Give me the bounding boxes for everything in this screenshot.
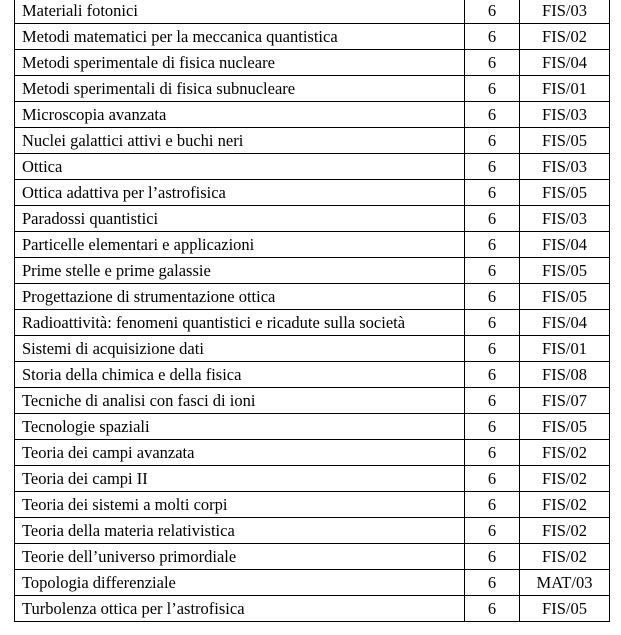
course-name-cell: Teoria dei campi avanzata — [15, 440, 465, 466]
course-name-cell: Microscopia avanzata — [15, 102, 465, 128]
credits-cell: 6 — [465, 180, 520, 206]
ssd-code-cell: FIS/02 — [520, 492, 610, 518]
table-row — [15, 362, 610, 388]
credits-cell: 6 — [465, 232, 520, 258]
course-name-cell: Teorie dell’universo primordiale — [15, 544, 465, 570]
credits-cell: 6 — [465, 570, 520, 596]
ssd-code-cell: FIS/05 — [520, 128, 610, 154]
course-table-body — [15, 0, 610, 622]
ssd-code-cell: FIS/05 — [520, 284, 610, 310]
course-name-cell: Particelle elementari e applicazioni — [15, 232, 465, 258]
credits-cell: 6 — [465, 544, 520, 570]
credits-cell: 6 — [465, 24, 520, 50]
credits-cell: 6 — [465, 102, 520, 128]
credits-cell: 6 — [465, 128, 520, 154]
course-name-cell: Tecnologie spaziali — [15, 414, 465, 440]
course-name-cell: Teoria della materia relativistica — [15, 518, 465, 544]
table-row — [15, 466, 610, 492]
table-row — [15, 284, 610, 310]
table-row — [15, 180, 610, 206]
course-name-cell: Materiali fotonici — [15, 0, 465, 24]
course-name-cell: Paradossi quantistici — [15, 206, 465, 232]
table-row — [15, 102, 610, 128]
credits-cell: 6 — [465, 50, 520, 76]
course-name-cell: Progettazione di strumentazione ottica — [15, 284, 465, 310]
credits-cell: 6 — [465, 466, 520, 492]
credits-cell: 6 — [465, 596, 520, 622]
credits-cell: 6 — [465, 362, 520, 388]
ssd-code-cell: FIS/05 — [520, 414, 610, 440]
course-name-cell: Metodi sperimentale di fisica nucleare — [15, 50, 465, 76]
ssd-code-cell: FIS/03 — [520, 206, 610, 232]
course-name-cell: Nuclei galattici attivi e buchi neri — [15, 128, 465, 154]
credits-cell: 6 — [465, 336, 520, 362]
credits-cell: 6 — [465, 0, 520, 24]
table-row — [15, 570, 610, 596]
credits-cell: 6 — [465, 492, 520, 518]
credits-cell: 6 — [465, 258, 520, 284]
credits-cell: 6 — [465, 440, 520, 466]
credits-cell: 6 — [465, 154, 520, 180]
course-name-cell: Turbolenza ottica per l’astrofisica — [15, 596, 465, 622]
ssd-code-cell: FIS/02 — [520, 440, 610, 466]
credits-cell: 6 — [465, 284, 520, 310]
ssd-code-cell: FIS/02 — [520, 544, 610, 570]
course-name-cell: Radioattività: fenomeni quantistici e ricadute sulla società — [15, 310, 465, 336]
ssd-code-cell: FIS/05 — [520, 180, 610, 206]
table-row — [15, 414, 610, 440]
course-name-cell: Ottica adattiva per l’astrofisica — [15, 180, 465, 206]
course-name-cell: Metodi sperimentali di fisica subnucleare — [15, 76, 465, 102]
credits-cell: 6 — [465, 518, 520, 544]
table-row — [15, 206, 610, 232]
ssd-code-cell: FIS/08 — [520, 362, 610, 388]
ssd-code-cell: FIS/03 — [520, 0, 610, 24]
table-row — [15, 24, 610, 50]
ssd-code-cell: FIS/01 — [520, 336, 610, 362]
ssd-code-cell: FIS/04 — [520, 310, 610, 336]
table-row — [15, 440, 610, 466]
course-name-cell: Teoria dei campi II — [15, 466, 465, 492]
credits-cell: 6 — [465, 206, 520, 232]
ssd-code-cell: MAT/03 — [520, 570, 610, 596]
course-name-cell: Topologia differenziale — [15, 570, 465, 596]
table-row — [15, 544, 610, 570]
ssd-code-cell: FIS/05 — [520, 258, 610, 284]
ssd-code-cell: FIS/04 — [520, 50, 610, 76]
ssd-code-cell: FIS/05 — [520, 596, 610, 622]
course-name-cell: Tecniche di analisi con fasci di ioni — [15, 388, 465, 414]
table-row — [15, 258, 610, 284]
table-row — [15, 128, 610, 154]
course-name-cell: Storia della chimica e della fisica — [15, 362, 465, 388]
ssd-code-cell: FIS/02 — [520, 466, 610, 492]
table-row — [15, 154, 610, 180]
course-name-cell: Sistemi di acquisizione dati — [15, 336, 465, 362]
table-row — [15, 492, 610, 518]
table-row — [15, 388, 610, 414]
table-row — [15, 232, 610, 258]
table-row — [15, 50, 610, 76]
course-name-cell: Teoria dei sistemi a molti corpi — [15, 492, 465, 518]
ssd-code-cell: FIS/02 — [520, 518, 610, 544]
credits-cell: 6 — [465, 388, 520, 414]
table-row — [15, 76, 610, 102]
table-row — [15, 596, 610, 622]
course-name-cell: Prime stelle e prime galassie — [15, 258, 465, 284]
table-row — [15, 336, 610, 362]
credits-cell: 6 — [465, 310, 520, 336]
course-name-cell: Metodi matematici per la meccanica quantistica — [15, 24, 465, 50]
credits-cell: 6 — [465, 76, 520, 102]
ssd-code-cell: FIS/03 — [520, 154, 610, 180]
ssd-code-cell: FIS/01 — [520, 76, 610, 102]
ssd-code-cell: FIS/07 — [520, 388, 610, 414]
ssd-code-cell: FIS/03 — [520, 102, 610, 128]
course-table — [14, 0, 610, 622]
course-name-cell: Ottica — [15, 154, 465, 180]
table-row — [15, 310, 610, 336]
table-row — [15, 0, 610, 24]
ssd-code-cell: FIS/04 — [520, 232, 610, 258]
credits-cell: 6 — [465, 414, 520, 440]
ssd-code-cell: FIS/02 — [520, 24, 610, 50]
table-row — [15, 518, 610, 544]
